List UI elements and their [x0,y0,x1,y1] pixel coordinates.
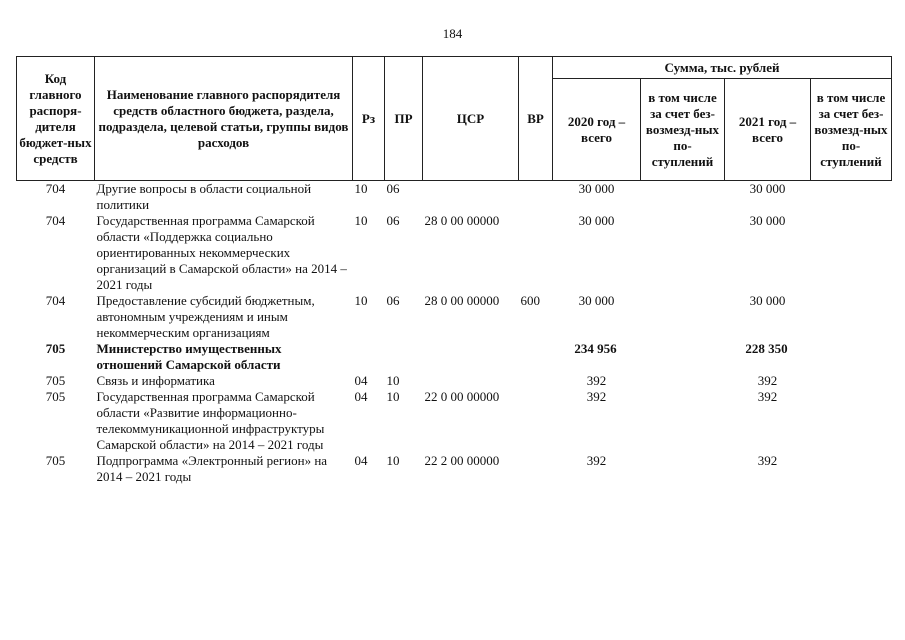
header-code: Код главного распоря-дителя бюджет-ных средств [17,57,95,181]
cell-pr: 06 [386,293,400,308]
header-vr: ВР [519,57,553,181]
table-row [17,293,892,341]
cell-2020-free [641,181,725,214]
header-2020-total: 2020 год – всего [553,79,641,181]
cell-name: Государственная программа Самарской области «Развитие информационно-телекоммуникационной инфраструктуры Самарской области» на 2014 – 2021 годы [96,389,325,452]
cell-csr: 22 0 00 00000 [424,389,500,404]
cell-csr [423,373,519,389]
cell-2020-free [641,293,725,341]
cell-2020-total: 392 [586,389,607,404]
cell-name: Государственная программа Самарской области «Поддержка социально ориентированных некоммерческих организаций в Самарской области» на 2014 – 2021 годы [96,213,347,292]
cell-name: Другие вопросы в области социальной политики [96,181,312,212]
header-name: Наименование главного распорядителя средств областного бюджета, раздела, подраздела, целевой статьи, группы видов расходов [95,57,353,181]
header-rz: Рз [353,57,385,181]
cell-rz: 10 [354,293,368,308]
cell-name: Подпрограмма «Электронный регион» на 2014 – 2021 годы [96,453,328,484]
cell-rz: 04 [354,453,368,468]
cell-2021-free [811,293,892,341]
cell-csr [423,341,519,373]
cell-vr [519,213,553,293]
cell-name: Министерство имущественных отношений Самарской области [96,341,282,372]
header-pr: ПР [385,57,423,181]
cell-2021-free [811,181,892,214]
cell-csr: 22 2 00 00000 [424,453,500,468]
cell-2021-free [811,373,892,389]
table-row [17,373,892,389]
table-row [17,181,892,214]
cell-rz: 04 [354,373,368,388]
cell-pr: 10 [386,453,400,468]
cell-2021-total: 392 [757,453,778,468]
cell-2020-free [641,453,725,485]
header-2021-free: в том числе за счет без-возмезд-ных по-ступлений [811,79,892,181]
cell-2021-total: 30 000 [749,181,786,196]
cell-vr [519,341,553,373]
cell-2021-free [811,453,892,485]
cell-2020-total: 392 [586,373,607,388]
cell-name: Связь и информатика [96,373,215,388]
cell-code: 704 [45,181,66,196]
cell-code: 705 [45,389,66,404]
header-2020-free: в том числе за счет без-возмезд-ных по-ступлений [641,79,725,181]
header-2021-total: 2021 год – всего [725,79,811,181]
cell-2021-total: 392 [757,373,778,388]
table-row [17,453,892,485]
cell-code: 705 [45,453,66,468]
cell-code: 705 [45,341,66,356]
header-csr: ЦСР [423,57,519,181]
cell-rz: 10 [354,213,368,228]
cell-2020-free [641,373,725,389]
cell-name: Предоставление субсидий бюджетным, автономным учреждениям и иным некоммерческим организациям [96,293,315,340]
cell-2020-free [641,341,725,373]
cell-2021-free [811,213,892,293]
budget-table [16,56,892,485]
cell-2020-free [641,389,725,453]
cell-csr: 28 0 00 00000 [424,293,500,308]
cell-pr: 10 [386,373,400,388]
cell-2020-total: 234 956 [574,341,617,356]
cell-code: 704 [45,293,66,308]
cell-pr: 06 [386,213,400,228]
cell-pr: 10 [386,389,400,404]
cell-vr [519,373,553,389]
cell-2021-free [811,341,892,373]
cell-2020-total: 392 [586,453,607,468]
table-row [17,389,892,453]
cell-code: 705 [45,373,66,388]
cell-2020-total: 30 000 [578,293,615,308]
cell-rz: 04 [354,389,368,404]
cell-csr: 28 0 00 00000 [424,213,500,228]
table-row [17,341,892,373]
cell-csr [423,181,519,214]
cell-vr [519,389,553,453]
cell-pr: 06 [386,181,400,196]
cell-2020-total: 30 000 [578,213,615,228]
cell-rz: 10 [354,181,368,196]
cell-2021-total: 30 000 [749,293,786,308]
cell-code: 704 [45,213,66,228]
table-row [17,213,892,293]
cell-vr [519,453,553,485]
page-number: 184 [442,26,463,41]
cell-2021-total: 30 000 [749,213,786,228]
cell-vr: 600 [520,293,540,308]
cell-pr [385,341,423,373]
cell-2021-free [811,389,892,453]
cell-2020-free [641,213,725,293]
cell-2021-total: 228 350 [745,341,788,356]
cell-2021-total: 392 [757,389,778,404]
header-sum: Сумма, тыс. рублей [553,57,892,79]
cell-2020-total: 30 000 [578,181,615,196]
cell-rz [353,341,385,373]
cell-vr [519,181,553,214]
